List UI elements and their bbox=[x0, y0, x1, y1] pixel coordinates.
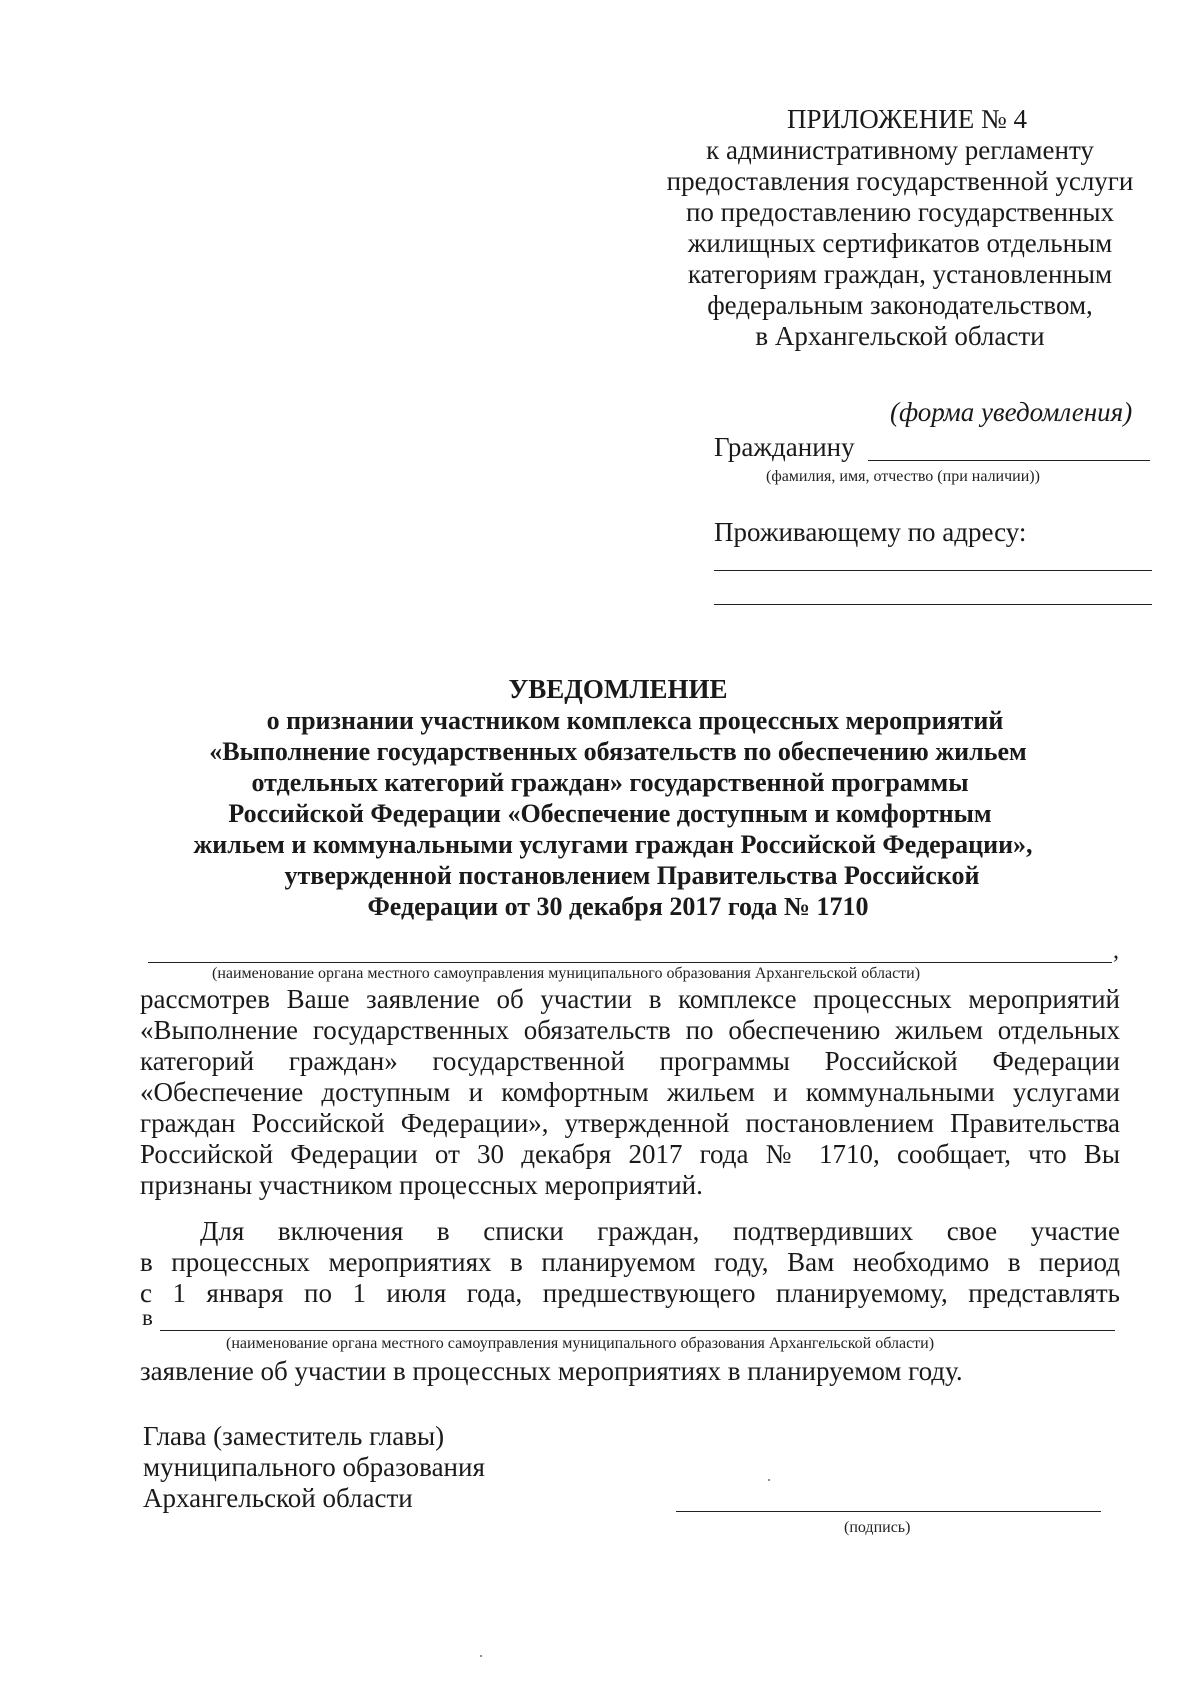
paragraph-line: с 1 января по 1 июля года, предшествующего планируемому, представлять bbox=[140, 1278, 1120, 1308]
paragraph-line: рассмотрев Ваше заявление об участии в комплексе процессных мероприятий bbox=[140, 984, 1120, 1014]
final-line bbox=[140, 1356, 1120, 1387]
address-line-2 bbox=[714, 604, 1152, 605]
header-line: категориям граждан, установленным bbox=[687, 259, 1113, 289]
title-line: отдельных категорий граждан» государственной программы bbox=[251, 768, 969, 797]
appendix-header bbox=[640, 104, 1160, 352]
recipient-name-line bbox=[868, 460, 1150, 461]
organization-caption-2: (наименование органа местного самоуправления муниципального образования Архангельской области) bbox=[226, 1335, 935, 1352]
header-line: в Архангельской области bbox=[755, 321, 1045, 351]
title-line: о признании участником комплекса процессных мероприятий bbox=[266, 706, 1004, 735]
title-line: Федерации от 30 декабря 2017 года № 1710 bbox=[367, 892, 869, 921]
form-label: (форма уведомления) bbox=[890, 397, 1133, 427]
title-line: Российской Федерации «Обеспечение доступным и комфортным bbox=[228, 799, 992, 828]
body-paragraph-2 bbox=[140, 1216, 1120, 1309]
notice-heading: УВЕДОМЛЕНИЕ bbox=[508, 674, 728, 704]
organization-name-line bbox=[148, 962, 1112, 963]
address-label: Проживающему по адресу: bbox=[714, 517, 1027, 547]
paragraph-line: признаны участником процессных мероприятий. bbox=[140, 1170, 703, 1200]
organization-comma: , bbox=[1113, 938, 1119, 964]
signature-caption: (подпись) bbox=[844, 1519, 911, 1536]
recipient-label: Гражданину bbox=[714, 432, 855, 462]
v-prefix: в bbox=[142, 1305, 153, 1330]
paragraph-line: категорий граждан» государственной программы Российской Федерации bbox=[140, 1046, 1120, 1076]
header-line: по предоставлению государственных bbox=[685, 197, 1115, 227]
paragraph-line: граждан Российской Федерации», утвержденной постановлением Правительства bbox=[140, 1108, 1120, 1138]
title-line: утвержденной постановлением Правительства Российской bbox=[284, 861, 980, 890]
header-line: предоставления государственной услуги bbox=[666, 166, 1134, 196]
header-line: федеральным законодательством, bbox=[707, 290, 1093, 320]
address-line-1 bbox=[714, 570, 1152, 571]
body-paragraph-1 bbox=[140, 984, 1120, 1201]
header-line: к административному регламенту bbox=[706, 135, 1094, 165]
final-line-text: заявление об участии в процессных мероприятиях в планируемом году. bbox=[140, 1356, 963, 1386]
signature-line: муниципального образования bbox=[143, 1452, 485, 1482]
organization-name-line-2 bbox=[160, 1330, 1115, 1331]
paragraph-line: «Обеспечение доступным и комфортным жильем и коммунальными услугами bbox=[140, 1077, 1120, 1107]
paragraph-line: Российской Федерации от 30 декабря 2017 года № 1710, сообщает, что Вы bbox=[140, 1139, 1120, 1169]
recipient-name-caption: (фамилия, имя, отчество (при наличии)) bbox=[766, 468, 1040, 485]
paragraph-line: Для включения в списки граждан, подтвердивших свое участие bbox=[200, 1216, 1120, 1246]
title-line: «Выполнение государственных обязательств по обеспечению жильем bbox=[209, 737, 1027, 766]
signature-underline bbox=[676, 1511, 1101, 1512]
header-line: жилищных сертификатов отдельным bbox=[687, 228, 1113, 258]
notice-title bbox=[150, 673, 1070, 922]
organization-caption: (наименование органа местного самоуправления муниципального образования Архангельской области) bbox=[212, 965, 921, 982]
title-line: жильем и коммунальными услугами граждан Российской Федерации», bbox=[193, 830, 1033, 859]
paragraph-line: в процессных мероприятиях в планируемом году, Вам необходимо в период bbox=[140, 1247, 1120, 1277]
scan-speck bbox=[768, 1479, 770, 1481]
scan-speck bbox=[480, 1655, 482, 1657]
signature-block bbox=[143, 1421, 485, 1514]
signature-line: Архангельской области bbox=[143, 1483, 413, 1513]
signature-line: Глава (заместитель главы) bbox=[143, 1421, 445, 1451]
appendix-number: ПРИЛОЖЕНИЕ № 4 bbox=[786, 104, 1028, 134]
paragraph-line: «Выполнение государственных обязательств по обеспечению жильем отдельных bbox=[140, 1015, 1120, 1045]
